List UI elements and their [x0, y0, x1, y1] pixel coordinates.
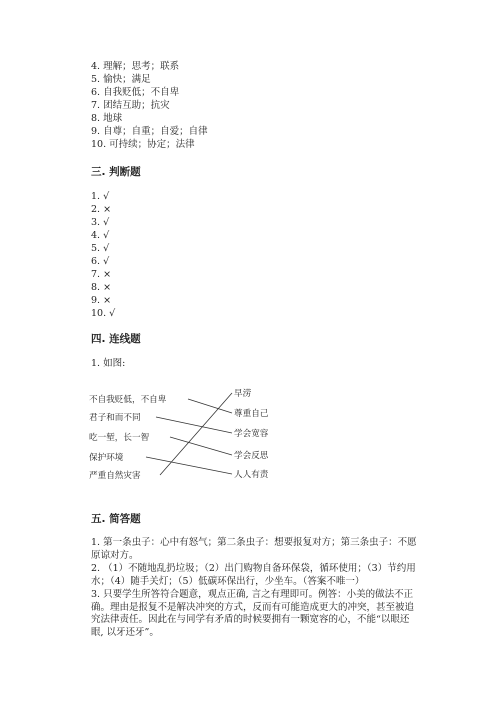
judge-answer-5: 5. √ [91, 243, 110, 254]
left-item-1: 不自我贬低，不自卑 [89, 395, 167, 405]
judge-answer-3: 3. √ [91, 217, 110, 228]
judge-answer-9: 9. × [91, 295, 112, 306]
judge-answer-6: 6. √ [91, 256, 110, 267]
match-line-4 [146, 457, 232, 474]
right-item-4: 学会反思 [234, 451, 269, 461]
right-item-1: 早涝 [234, 389, 252, 399]
right-item-5: 人人有责 [234, 470, 269, 480]
section-4-intro: 1. 如图: [91, 358, 126, 369]
left-item-4: 保护环境 [89, 453, 124, 463]
section-3-title: 三. 判断题 [91, 166, 141, 178]
judge-answer-7: 7. × [91, 269, 112, 280]
judge-answer-1: 1. √ [91, 191, 110, 202]
fill-answer-8: 8. 地球 [91, 113, 123, 124]
right-item-2: 尊重自己 [234, 409, 269, 419]
left-item-3: 吃一堑，长一智 [89, 433, 150, 443]
left-item-5: 严重自然灾害 [89, 471, 141, 481]
short-answer-3: 3. 只要学生所答符合题意，观点正确, 言之有理即可。例答：小美的做法不正 确。理由是报复不是解决冲突的方式，反而有可能造成更大的冲突，甚至被追 究法律责任。因此在与同学有矛盾的时候要拥有一颗宽容的心，不能“以眼还 眼, 以牙还牙”。 [91, 589, 415, 639]
left-item-2: 君子和而不同 [89, 413, 141, 423]
judge-answer-8: 8. × [91, 282, 112, 293]
match-line-2 [156, 417, 232, 433]
judge-answer-2: 2. × [91, 204, 112, 215]
judge-answer-4: 4. √ [91, 230, 110, 241]
match-line-3 [170, 437, 232, 455]
section-5-title: 五. 简答题 [91, 513, 141, 525]
fill-answer-9: 9. 自尊；自重；自爱；自律 [91, 126, 208, 137]
match-line-5 [160, 393, 232, 475]
fill-answer-6: 6. 自我贬低；不自卑 [91, 87, 180, 98]
right-item-3: 学会宽容 [234, 429, 269, 439]
matching-diagram [88, 386, 288, 486]
fill-answer-5: 5. 愉快；满足 [91, 74, 151, 85]
short-answer-1: 1. 第一条虫子：心中有怒气；第二条虫子：想要报复对方；第三条虫子：不愿 原谅对方。 [91, 537, 417, 561]
short-answer-2: 2. （1）不随地乱扔垃圾；（2）出门购物自备环保袋，循环使用；（3）节约用 水；（4）随手关灯；（5）低碳环保出行，少坐车。（答案不唯一） [91, 563, 416, 587]
fill-answer-4: 4. 理解；思考；联系 [91, 61, 180, 72]
fill-answer-7: 7. 团结互助；抗灾 [91, 100, 170, 111]
judge-answer-10: 10. √ [91, 308, 116, 319]
section-4-title: 四. 连线题 [91, 333, 141, 345]
fill-answer-10: 10. 可持续；协定；法律 [91, 139, 195, 150]
